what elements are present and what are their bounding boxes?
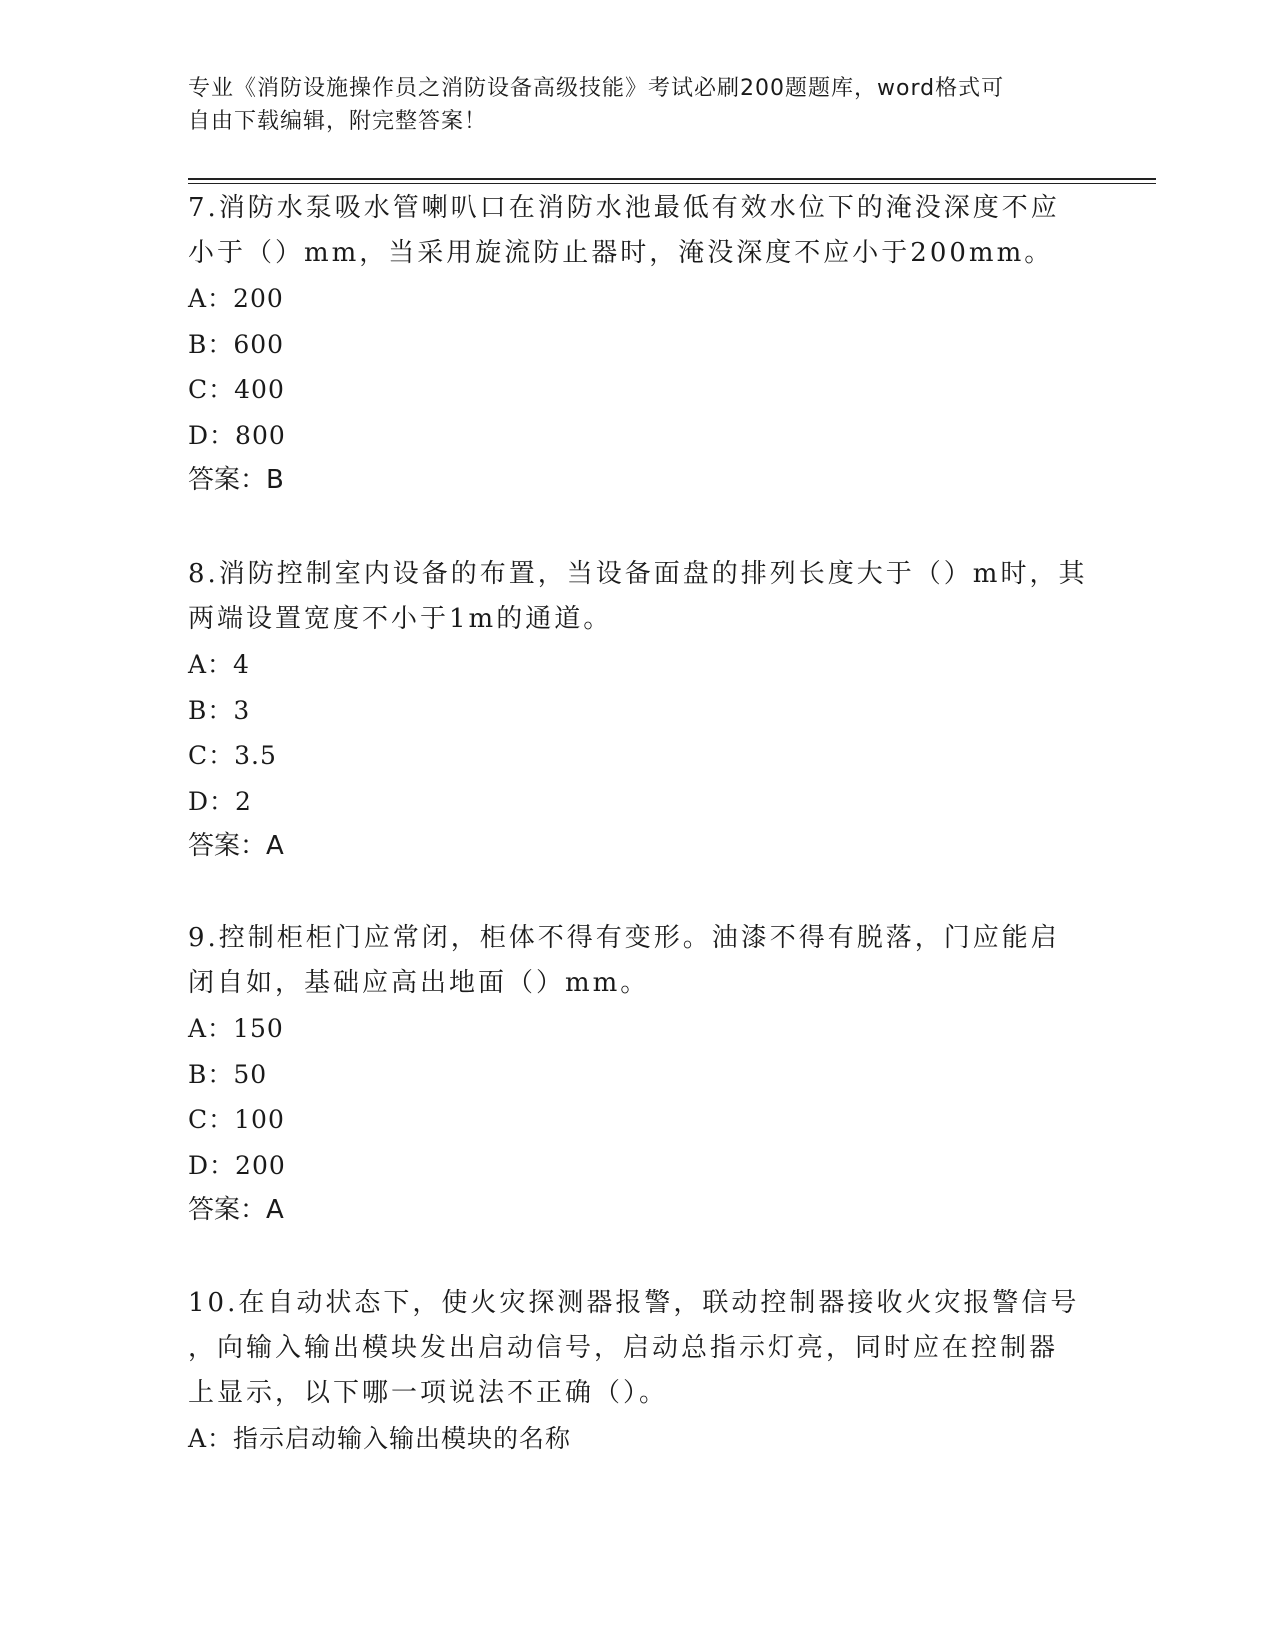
option-d: D：800 [188, 420, 286, 450]
question-text-line: 闭自如，基础应高出地面（）mm。 [188, 968, 650, 998]
header-divider [188, 178, 1156, 180]
option-b: B：50 [188, 1059, 268, 1089]
option-d: D：200 [188, 1150, 286, 1180]
header-line-1: 专业《消防设施操作员之消防设备高级技能》考试必刷200题题库，word格式可 [188, 76, 1005, 101]
question-9 [188, 916, 1088, 1233]
question-text-line: 小于（）mm，当采用旋流防止器时，淹没深度不应小于200mm。 [188, 238, 1054, 268]
answer: 答案：A [188, 1195, 284, 1225]
question-text-line: 10.在自动状态下，使火灾探测器报警，联动控制器接收火灾报警信号 [188, 1288, 1080, 1318]
option-b: B：600 [188, 329, 285, 359]
document-header [188, 72, 1088, 138]
option-c: C：400 [188, 375, 285, 404]
question-text-line: 9.控制柜柜门应常闭，柜体不得有变形。油漆不得有脱落，门应能启 [188, 923, 1060, 953]
option-a: A：指示启动输入输出模块的名称 [188, 1424, 572, 1453]
option-c: C：100 [188, 1105, 285, 1134]
question-text-line: 上显示，以下哪一项说法不正确（）。 [188, 1378, 669, 1408]
question-10 [188, 1281, 1088, 1462]
header-divider-thin [188, 183, 1156, 184]
question-text-line: 两端设置宽度不小于1m的通道。 [188, 604, 613, 634]
option-d: D：2 [188, 786, 252, 816]
option-a: A：200 [188, 284, 284, 313]
option-a: A：150 [188, 1014, 284, 1043]
option-a: A：4 [188, 650, 250, 679]
question-8 [188, 552, 1088, 869]
question-7 [188, 186, 1088, 503]
answer: 答案：B [188, 465, 284, 495]
answer: 答案：A [188, 831, 284, 861]
question-text-line: 8.消防控制室内设备的布置，当设备面盘的排列长度大于（）m时，其 [188, 559, 1088, 589]
option-b: B：3 [188, 695, 251, 725]
question-text-line: ，向输入输出模块发出启动信号，启动总指示灯亮，同时应在控制器 [188, 1333, 1059, 1363]
question-text-line: 7.消防水泵吸水管喇叭口在消防水池最低有效水位下的淹没深度不应 [188, 193, 1060, 223]
option-c: C：3.5 [188, 741, 277, 770]
header-line-2: 自由下载编辑，附完整答案！ [188, 109, 488, 134]
